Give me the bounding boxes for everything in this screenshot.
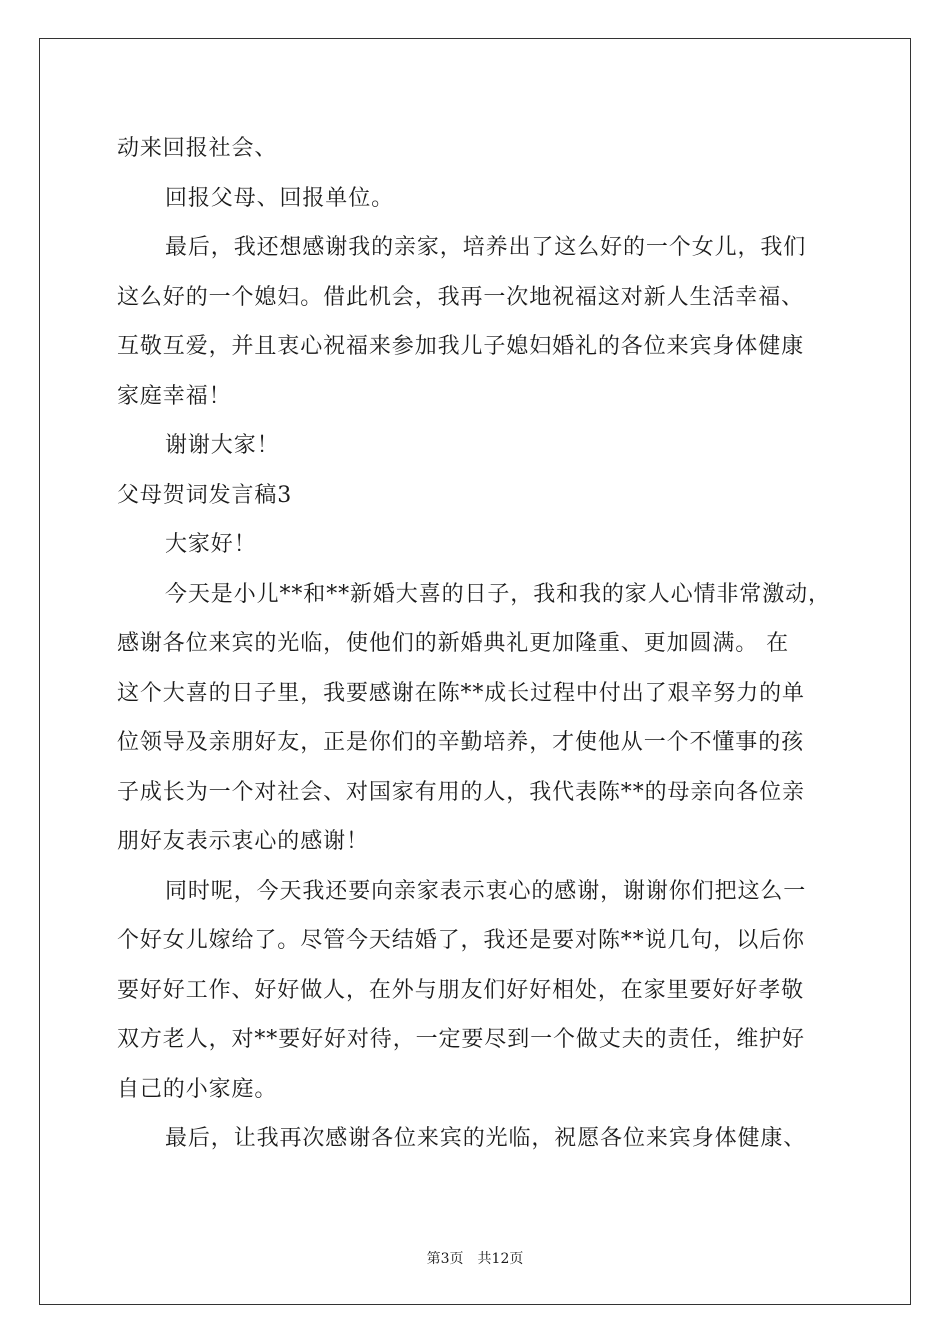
text-line: 感谢各位来宾的光临，使他们的新婚典礼更加隆重、更加圆满。 在 [117, 631, 789, 656]
text-line: 互敬互爱，并且衷心祝福来参加我儿子媳妇婚礼的各位来宾身体健康 [117, 334, 805, 359]
text-line: 谢谢大家！ [165, 433, 280, 458]
text-line: 回报父母、回报单位。 [165, 185, 395, 211]
text-line: 大家好！ [165, 532, 257, 557]
text-line: 家庭幸福！ [117, 383, 232, 409]
text-line: 最后，让我再次感谢各位来宾的光临，祝愿各位来宾身体健康、 [165, 1126, 807, 1151]
document-body [117, 124, 837, 1164]
text-line: 今天是小儿**和**新婚大喜的日子，我和我的家人心情非常激动， [165, 581, 831, 607]
text-line: 这个大喜的日子里，我要感谢在陈**成长过程中付出了艰辛努力的单 [117, 680, 805, 706]
text-line: 要好好工作、好好做人，在外与朋友们好好相处，在家里要好好孝敬 [117, 977, 805, 1003]
text-line: 位领导及亲朋好友，正是你们的辛勤培养，才使他从一个不懂事的孩 [117, 730, 805, 755]
text-line: 个好女儿嫁给了。尽管今天结婚了，我还是要对陈**说几句，以后你 [117, 928, 805, 953]
page-total: 共12页 [477, 1251, 524, 1267]
text-line: 双方老人，对**要好好对待，一定要尽到一个做丈夫的责任，维护好 [117, 1027, 805, 1052]
text-line: 朋好友表示衷心的感谢！ [117, 829, 369, 854]
text-line: 这么好的一个媳妇。借此机会，我再一次地祝福这对新人生活幸福、 [117, 284, 805, 310]
text-line: 自己的小家庭。 [117, 1076, 278, 1102]
text-line: 动来回报社会、 [117, 136, 278, 161]
text-line: 最后，我还想感谢我的亲家，培养出了这么好的一个女儿，我们 [165, 235, 807, 260]
page-number: 第3页 [426, 1251, 464, 1267]
page-footer [0, 1248, 950, 1268]
text-line: 子成长为一个对社会、对国家有用的人，我代表陈**的母亲向各位亲 [117, 779, 805, 805]
text-line: 同时呢，今天我还要向亲家表示衷心的感谢，谢谢你们把这么一 [165, 878, 807, 904]
text-line: 父母贺词发言稿3 [117, 482, 293, 508]
